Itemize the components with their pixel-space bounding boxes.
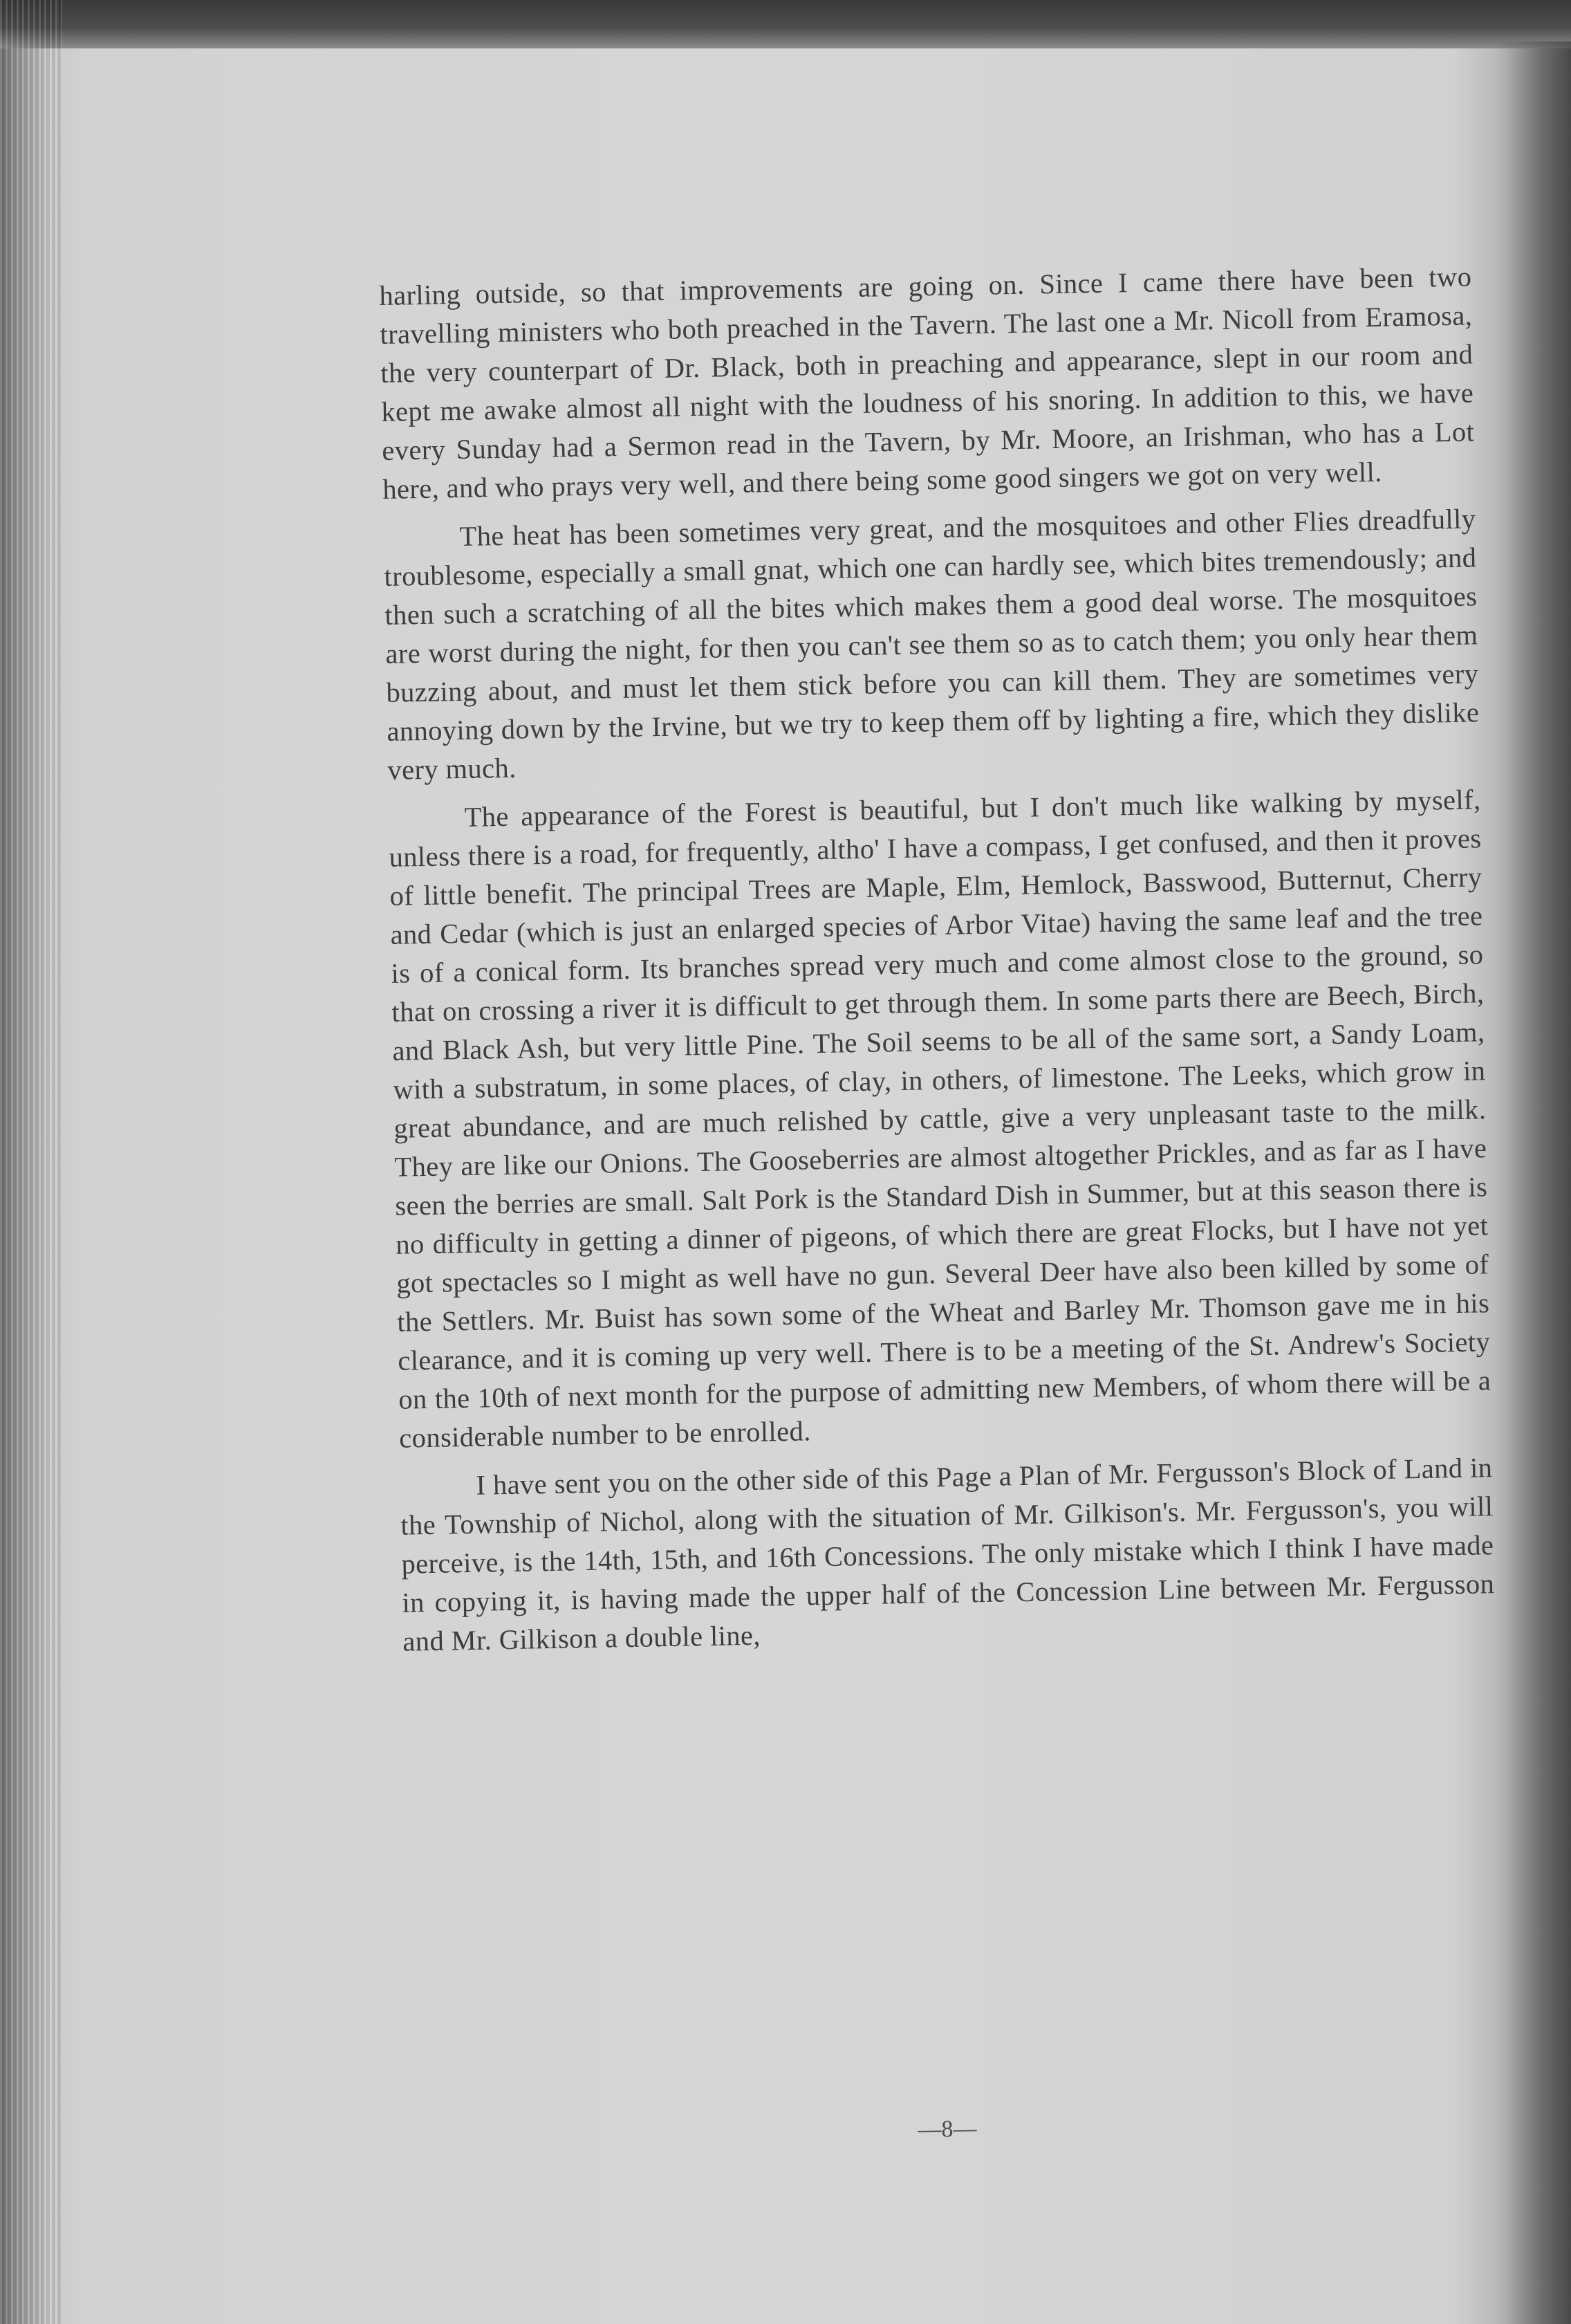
paragraph-2: The heat has been sometimes very great, and the mosquitoes and other Flies dreadfully troublesome, especially a small gnat, which one can hardly see, which bites tremendously; and then such a scratching of all the bites which makes them a good deal worse. The mosquitoes are worst during the night, for then you can't see them so as to catch them; you only hear them buzzing about, and must let them stick before you can kill them. They are sometimes very annoying down by the Irvine, but we try to keep them off by lighting a fire, which they dislike very much. <box>384 503 1480 786</box>
paragraph-4: I have sent you on the other side of this Page a Plan of Mr. Fergusson's Block of Land in the Township of Nichol, along with the situation of Mr. Gilkison's. Mr. Fergusson's, you will perceive, is the 14th, 15th, and 16th Concessions. The only mistake which I think I have made in copying it, is having made the upper half of the Concession Line between Mr. Fergusson and Mr. Gilkison a double line, <box>400 1452 1495 1657</box>
page-curl-shadow <box>1495 42 1571 2324</box>
paragraph-3: The appearance of the Forest is beautiful, but I don't much like walking by myself, unless there is a road, for frequently, altho' I have a compass, I get confused, and then it proves of little benefit. The principal Trees are Maple, Elm, Hemlock, Basswood, Butternut, Cherry and Cedar (which is just an enlarged species of Arbor Vitae) having the same leaf and the tree is of a conical form. Its branches spread very much and come almost close to the ground, so that on crossing a river it is difficult to get through them. In some parts there are Beech, Birch, and Black Ash, but very little Pine. The Soil seems to be all of the same sort, a Sandy Loam, with a substratum, in some places, of clay, in others, of limestone. The Leeks, which grow in great abundance, and are much relished by cattle, give a very unpleasant taste to the milk. They are like our Onions. The Gooseberries are almost altogether Prickles, and as far as I have seen the berries are small. Salt Pork is the Standard Dish in Summer, but at this season there is no difficulty in getting a dinner of pigeons, of which there are great Flocks, but I have not yet got spectacles so I might as well have no gun. Several Deer have also been killed by some of the Settlers. Mr. Buist has sown some of the Wheat and Barley Mr. Thomson gave me in his clearance, and it is coming up very well. There is to be a meeting of the St. Andrew's Society on the 10th of next month for the purpose of admitting new Members, of whom there will be a considerable number to be enrolled. <box>389 784 1491 1454</box>
page-number: —8— <box>918 2116 977 2143</box>
page-body <box>379 257 1496 1670</box>
paragraph-1: harling outside, so that improvements are going on. Since I came there have been two travelling ministers who both preached in the Tavern. The last one a Mr. Nicoll from Eramosa, the very counterpart of Dr. Black, both in preaching and appearance, slept in our room and kept me awake almost all night with the loudness of his snoring. In addition to this, we have every Sunday had a Sermon read in the Tavern, by Mr. Moore, an Irishman, who has a Lot here, and who prays very well, and there being some good singers we got on very well. <box>379 261 1475 505</box>
book-binding-edge <box>0 0 62 2324</box>
scanner-top-border <box>0 0 1571 48</box>
